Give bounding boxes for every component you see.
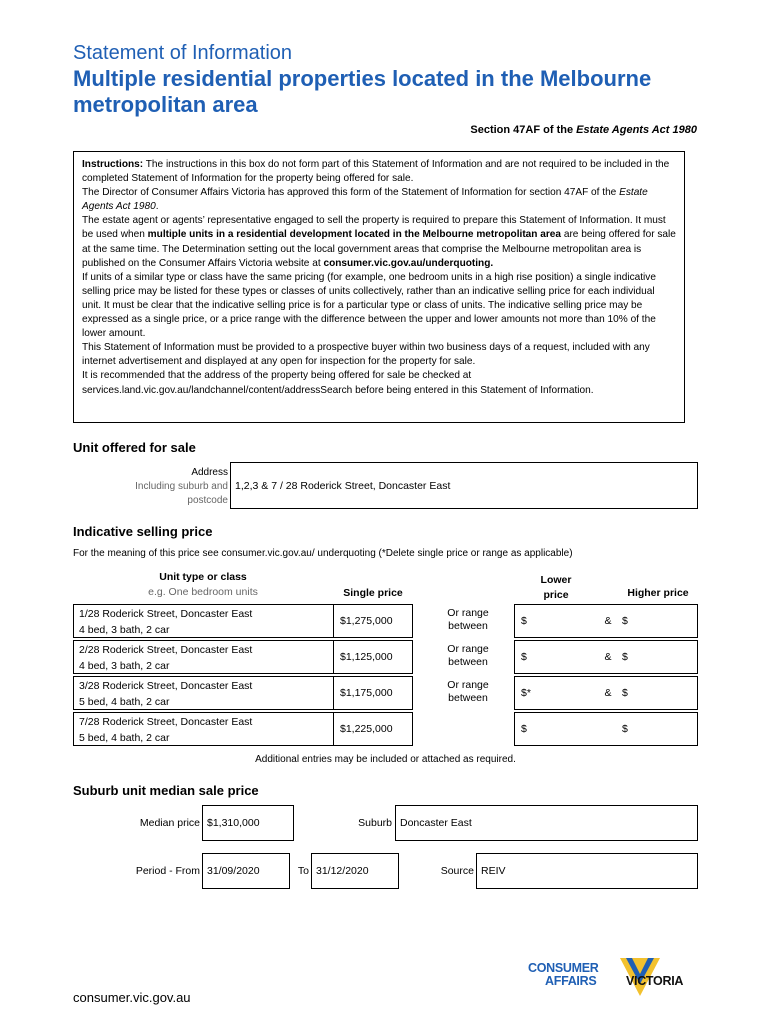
table-row [73,640,698,674]
instructions-p3-bold: multiple units in a residential development located in the Melbourne metropolitan area [147,229,562,241]
lower-price-cell[interactable]: $* [514,676,598,710]
unit-line-1: 2/28 Roderick Street, Doncaster East [79,644,253,656]
higher-price-cell[interactable]: $ [618,712,698,746]
table-row [73,604,698,638]
range-ampersand: & [598,676,618,710]
footer-url: consumer.vic.gov.au [73,990,191,1005]
document-supertitle: Statement of Information [73,42,293,64]
unit-line-2: 5 bed, 4 bath, 2 car [79,696,170,708]
median-price-field[interactable]: $1,310,000 [202,805,294,841]
range-label-2: between [448,620,488,632]
col-lower-1: Lower [540,574,572,586]
col-unit-type: Unit type or class [159,571,247,583]
address-sublabel-1: Including suburb and [135,481,228,492]
unit-cell[interactable] [73,676,333,710]
instructions-p6: It is recommended that the address of the property being offered for sale be checked at services.land.vic.gov.au/landchannel/content/addressSearch before being entered in this Statement of Information. [82,370,594,396]
period-from-label: Period - From [135,865,200,877]
section-act: Estate Agents Act 1980 [576,124,697,136]
col-single-price: Single price [343,587,403,599]
document-title: Multiple residential properties located in the Melbourne metropolitan area [73,66,652,117]
range-ampersand: & [598,604,618,638]
address-label: Address [191,467,228,478]
range-label [433,640,503,674]
instructions-p3-b: are being offered for sale at the same time. The Determination setting out the local government areas that comprise the Melbourne metropolitan area is published on the Consumer Affairs Victoria website at [82,229,676,269]
suburb-label: Suburb [358,817,392,829]
instructions-p3-a: The estate agent or agents’ representative engaged to sell the property is required to prepare this Statement of Information. It must be used when [82,215,666,241]
single-price-cell[interactable]: $1,225,000 [333,712,413,746]
instructions-p2-text: The Director of Consumer Affairs Victoria has approved this form of the Statement of Information for section 47AF of the [82,187,620,199]
range-ampersand: & [598,640,618,674]
indicative-note: For the meaning of this price see consumer.vic.gov.au/ underquoting (*Delete single price or range as applicable) [73,548,573,559]
lower-price-cell[interactable]: $ [514,640,598,674]
instructions-p2-act: Estate Agents Act 1980 [82,187,648,213]
range-label [433,712,503,746]
instructions-p4: If units of a similar type or class have the same pricing (for example, one bedroom units in a high rise position) a single indicative selling price may be listed for these types or classes of units collectively, rather than an indicative selling price for each individual unit. It must be clear that the indicative selling price is for a particular type or class of units. The indicative selling price may be expressed as a single price, or a price range with the difference between the upper and lower amounts not more than 10% of the lower amount. [82,271,656,340]
range-label-1: Or range [447,607,489,619]
single-price-cell[interactable]: $1,125,000 [333,640,413,674]
col-header-unit [73,570,333,600]
unit-cell[interactable] [73,640,333,674]
period-to-label: To [297,865,309,877]
single-price-cell[interactable]: $1,275,000 [333,604,413,638]
col-unit-example: e.g. One bedroom units [148,586,258,598]
instructions-label: Instructions: [82,159,144,170]
unit-line-1: 7/28 Roderick Street, Doncaster East [79,716,253,728]
period-from-field[interactable]: 31/09/2020 [202,853,290,889]
higher-price-cell[interactable]: $ [618,676,698,710]
instructions-p5: This Statement of Information must be provided to a prospective buyer within two business days of a request, included with any internet advertisement and displayed at any open for inspection for the property for sale. [82,342,650,368]
median-heading: Suburb unit median sale price [73,783,259,798]
instructions-p1 [82,158,676,186]
suburb-field[interactable]: Doncaster East [395,805,698,841]
source-label: Source [440,865,474,877]
table-row [73,676,698,710]
instructions-box [73,151,685,423]
additional-entries-note: Additional entries may be included or attached as required. [255,754,516,765]
range-ampersand [598,712,618,746]
unit-line-1: 1/28 Roderick Street, Doncaster East [79,608,253,620]
median-price-label: Median price [139,817,200,829]
instructions-p2-end: . [155,201,159,213]
unit-offered-heading: Unit offered for sale [73,440,196,455]
higher-price-cell[interactable]: $ [618,604,698,638]
range-label-1: Or range [447,643,489,655]
address-sublabel-2: postcode [187,495,228,506]
unit-line-2: 4 bed, 3 bath, 2 car [79,660,170,672]
instructions-p1-text: The instructions in this box do not form part of this Statement of Information and are not required to be included in the completed Statement of Information for the property being offered for sale. [82,159,670,185]
range-label-2: between [448,656,488,668]
unit-cell[interactable] [73,604,333,638]
single-price-cell[interactable]: $1,175,000 [333,676,413,710]
instructions-p3 [82,214,676,270]
consumer-affairs-victoria-logo [528,958,703,1008]
table-row [73,712,698,746]
indicative-price-heading: Indicative selling price [73,524,213,539]
underquoting-link[interactable]: consumer.vic.gov.au/underquoting. [323,257,494,269]
logo-consumer: CONSUMER [528,961,599,975]
range-label-2: between [448,692,488,704]
col-lower-2: price [543,589,569,601]
address-label-group [100,466,228,508]
unit-line-1: 3/28 Roderick Street, Doncaster East [79,680,253,692]
lower-price-cell[interactable]: $ [514,604,598,638]
col-higher-price: Higher price [627,587,689,599]
range-label-1: Or range [447,679,489,691]
section-prefix: Section 47AF of the [470,124,577,136]
unit-line-2: 5 bed, 4 bath, 2 car [79,732,170,744]
unit-line-2: 4 bed, 3 bath, 2 car [79,624,170,636]
lower-price-cell[interactable]: $ [514,712,598,746]
range-label [433,676,503,710]
section-reference [470,124,697,136]
logo-affairs: AFFAIRS [545,974,597,988]
address-field[interactable]: 1,2,3 & 7 / 28 Roderick Street, Doncaster East [230,462,698,509]
logo-victoria: VICTORIA [626,974,684,988]
range-label [433,604,503,638]
source-field[interactable]: REIV [476,853,698,889]
period-to-field[interactable]: 31/12/2020 [311,853,399,889]
instructions-p2 [82,186,676,214]
unit-cell[interactable] [73,712,333,746]
higher-price-cell[interactable]: $ [618,640,698,674]
col-lower-price [514,573,598,603]
